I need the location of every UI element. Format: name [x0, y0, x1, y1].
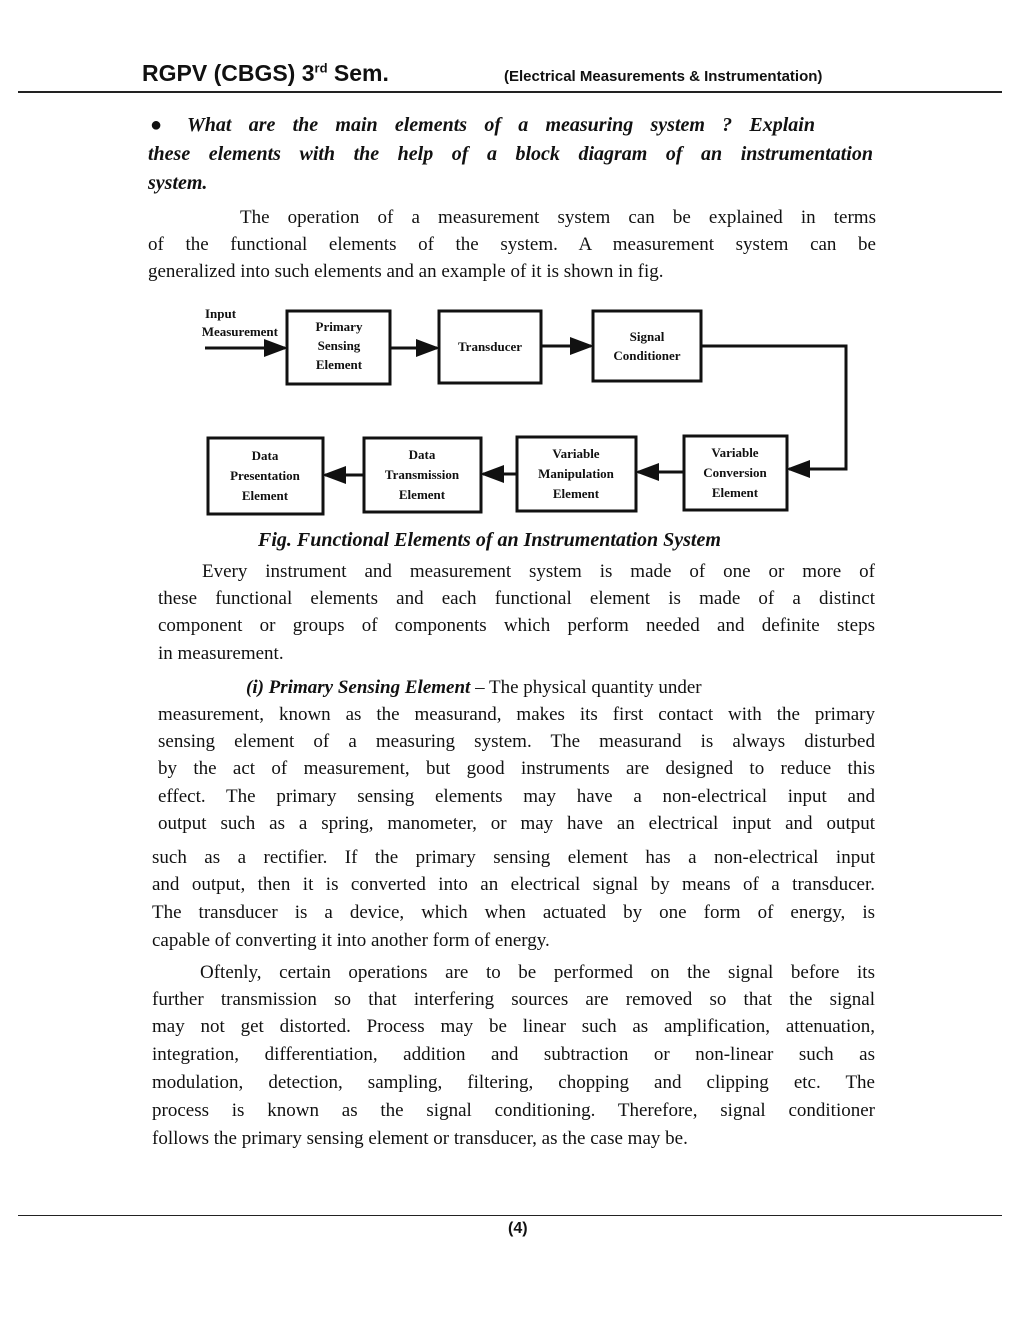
para3-line: capable of converting it into another form of energy. [152, 930, 550, 951]
figure-caption: Fig. Functional Elements of an Instrumentation System [258, 529, 721, 551]
para4-line: further transmission so that interfering sources are removed so that the signal [152, 989, 875, 1010]
para2-line: these functional elements and each functional element is made of a distinct [158, 588, 875, 609]
para2-line: Every instrument and measurement system is made of one or more of [202, 561, 875, 582]
block-label: Transmission [384, 467, 460, 482]
block-label: Transducer [457, 339, 523, 354]
block-label: Signal [629, 329, 665, 344]
question-line: What are the main elements of a measuring system ? Explain [187, 114, 815, 136]
block-label: Variable [711, 445, 759, 460]
para3-line: sensing element of a measuring system. The measurand is always disturbed [158, 731, 875, 752]
block-label: Data [251, 448, 279, 463]
para1-line: of the functional elements of the system. A measurement system can be [148, 234, 876, 255]
input-label: Input [205, 306, 237, 321]
input-label: Measurement [201, 324, 278, 339]
section-heading: (i) Primary Sensing Element [246, 677, 471, 698]
para2-line: in measurement. [158, 643, 284, 664]
block-label: Manipulation [538, 466, 614, 481]
block-label: Primary [315, 319, 363, 334]
para3-first-line [246, 676, 886, 700]
para4-line: follows the primary sensing element or transducer, as the case may be. [152, 1128, 688, 1149]
block-label: Element [711, 485, 759, 500]
block-label: Data [408, 447, 436, 462]
document-page: RGPV (CBGS) 3rd Sem. (Electrical Measurements & Instrumentation) ● What are the main elements of a measuring system ? Explain these elements with the help of a block diagram of an instrumentation system. The operation of a measurement system can be explained in terms of the functional elements of the system. A measurement system can be generalized into such elements and an example of it is shown in fig. Input Measurement Primary Sensing Element Transducer Signal Conditioner Variable Conversion Element Variable Manipulation Element Data Transmission Element Data Presentation Element Fig. Functional Elements of an Instrumentation System Every instrument and measurement system is made of one or more of these functional elements and each functional element is made of a distinct component or groups of components which perform needed and definite steps in measurement. (i) Primary Sensing Element – The physical quantity under measurement, known as the measurand, makes its first contact with the primary sensing element of a measuring system. The measurand is always disturbed by the act of measurement, but good instruments are designed to reduce this effect. The primary sensing elements may have a non-electrical input and output such as a spring, manometer, or may have an electrical input and output such as a rectifier. If the primary sensing element has a non-electrical input and output, then it is converted into an electrical signal by means of a transducer. The transducer is a device, which when actuated by one form of energy, is capable of converting it into another form of energy. Oftenly, certain operations are to be performed on the signal before its further transmission so that interfering sources are removed so that the signal may not get distorted. Process may be linear such as amplification, attenuation, integration, differentiation, addition and subtraction or non-linear such as modulation, detection, sampling, filtering, chopping and clipping etc. The process is known as the signal conditioning. Therefore, signal conditioner follows the primary sensing element or transducer, as the case may be. (4) [0, 0, 1020, 1320]
block-label: Sensing [317, 338, 361, 353]
para1-line: generalized into such elements and an example of it is shown in fig. [148, 261, 664, 282]
para3-line: effect. The primary sensing elements may have a non-electrical input and [158, 786, 875, 807]
block-label: Presentation [230, 468, 300, 483]
block-label: Element [552, 486, 600, 501]
block-label: Conditioner [613, 348, 681, 363]
para4-line: process is known as the signal conditioning. Therefore, signal conditioner [152, 1100, 875, 1121]
header-title: RGPV (CBGS) 3rd Sem. [142, 60, 389, 86]
block-label: Element [398, 487, 446, 502]
para3-line: output such as a spring, manometer, or may have an electrical input and output [158, 813, 875, 834]
para3-line: by the act of measurement, but good instruments are designed to reduce this [158, 758, 875, 779]
para3-lead: – The physical quantity under [470, 677, 702, 698]
footer-rule [18, 1215, 1002, 1216]
question-line: these elements with the help of a block diagram of an instrumentation [148, 143, 873, 165]
block-label: Element [241, 488, 289, 503]
block-label: Element [315, 357, 363, 372]
para1-line: The operation of a measurement system can be explained in terms [240, 207, 876, 228]
block-diagram [0, 0, 1020, 540]
block-signal-conditioner [593, 311, 701, 381]
para4-line: modulation, detection, sampling, filtering, chopping and clipping etc. The [152, 1072, 875, 1093]
para2-line: component or groups of components which perform needed and definite steps [158, 615, 875, 636]
para3-line: such as a rectifier. If the primary sensing element has a non-electrical input [152, 847, 875, 868]
para4-line: may not get distorted. Process may be linear such as amplification, attenuation, [152, 1016, 875, 1037]
block-label: Conversion [703, 465, 767, 480]
question-line: system. [148, 172, 208, 194]
header-subject: (Electrical Measurements & Instrumentation) [504, 68, 823, 85]
para3-line: and output, then it is converted into an electrical signal by means of a transducer. [152, 874, 875, 895]
para3-line: The transducer is a device, which when actuated by one form of energy, is [152, 902, 875, 923]
para3-line: measurement, known as the measurand, makes its first contact with the primary [158, 704, 875, 725]
para4-line: integration, differentiation, addition and subtraction or non-linear such as [152, 1044, 875, 1065]
block-label: Variable [552, 446, 600, 461]
para4-line: Oftenly, certain operations are to be performed on the signal before its [200, 962, 875, 983]
page-number: (4) [508, 1220, 528, 1237]
